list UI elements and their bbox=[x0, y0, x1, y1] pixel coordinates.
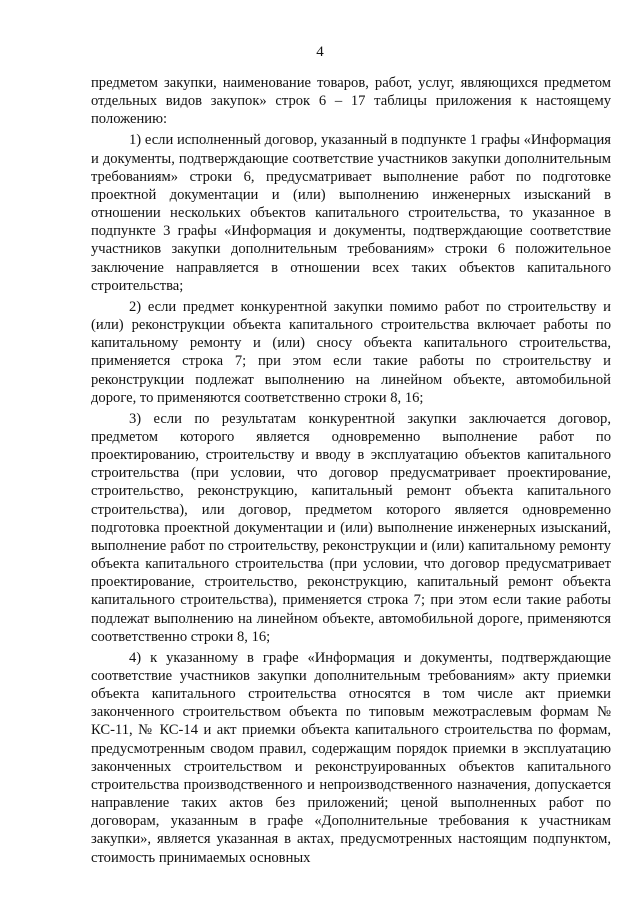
document-body bbox=[91, 74, 611, 867]
paragraph-intro: предметом закупки, наименование товаров, работ, услуг, являющихся предметом отдельных видов закупок» строк 6 – 17 таблицы приложения к настоящему положению: bbox=[91, 75, 611, 128]
paragraph-item-3: 3) если по результатам конкурентной закупки заключается договор, предметом которого является одновременно выполнение работ по проектированию, строительству и вводу в эксплуатацию объектов капитального строительства (при условии, что договор предусматривает проектирование, строительство, реконструкцию, капитальный ремонт объекта капитального строительства), или договор, предметом которого является одновременно подготовка проектной документации и (или) выполнение инженерных изысканий, выполнение работ по строительству, реконструкции и (или) капитальному ремонту объекта капитального строительства (при условии, что договор предусматривает проектирование, строительство, реконструкцию, капитальный ремонт объекта капитального строительства), применяется строка 7; при этом если такие работы подлежат выполнению на линейном объекте, автомобильной дороге, применяются соответственно строки 8, 16; bbox=[91, 410, 611, 645]
paragraph-item-2: 2) если предмет конкурентной закупки помимо работ по строительству и (или) реконструкции объекта капитального строительства включает работы по капитальному ремонту и (или) сносу объекта капитального строительства, применяется строка 7; при этом если такие работы по строительству и реконструкции подлежат выполнению на линейном объекте, автомобильной дороге, то применяются соответственно строки 8, 16; bbox=[91, 298, 611, 406]
page-number: 4 bbox=[316, 44, 324, 60]
paragraph-item-1: 1) если исполненный договор, указанный в подпункте 1 графы «Информация и документы, подтверждающие соответствие участников закупки дополнительным требованиям» строки 6, предусматривает выполнение работ по подготовке проектной документации и (или) выполнению инженерных изысканий в отношении нескольких объектов капитального строительства, то указанное в подпункте 3 графы «Информация и документы, подтверждающие соответствие участников закупки дополнительным требованиям» строки 6 положительное заключение направляется в отношении всех таких объектов капитального строительства; bbox=[91, 132, 611, 294]
paragraph-item-4: 4) к указанному в графе «Информация и документы, подтверждающие соответствие участников закупки дополнительным требованиям» акту приемки объекта капитального строительства относятся в том числе акт приемки законченного строительством объекта по типовым межотраслевым формам № КС-11, № КС-14 и акт приемки объекта капитального строительства по формам, предусмотренным сводом правил, содержащим порядок приемки в эксплуатацию законченных строительством и реконструированных объектов капитального строительства производственного и непроизводственного назначения, допускается направление таких актов без приложений; ценой выполненных работ по договорам, указанным в графе «Дополнительные требования к участникам закупки», является указанная в актах, предусмотренных настоящим подпунктом, стоимость принимаемых основных bbox=[91, 649, 611, 866]
